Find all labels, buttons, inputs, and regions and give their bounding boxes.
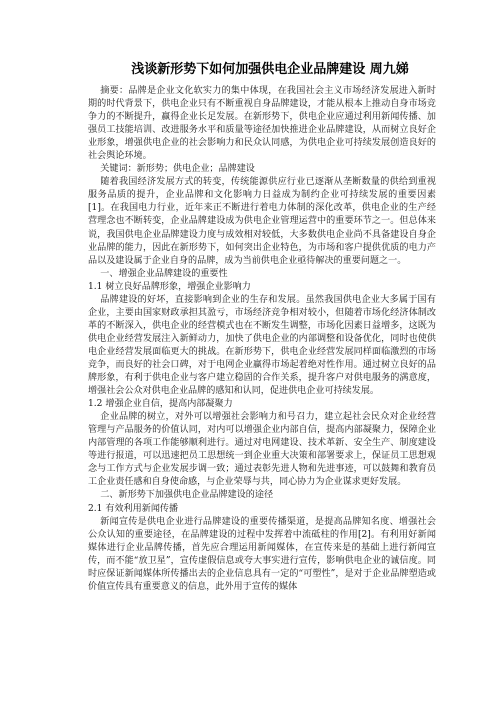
section-heading-1: 一、增强企业品牌建设的重要性 bbox=[100, 268, 228, 279]
document-body bbox=[88, 85, 436, 594]
intro-paragraph: 随着我国经济发展方式的转变，传统能源供应行业已逐渐从垄断数量的供给到重视服务品质的提升，企业品牌和文化影响力日益成为制约企业可持续发展的重要因素[1]。在我国电力行业，近年来正不断进行着电力体制的深化改革，供电企业的生产经营理念也不断转变，企业品牌建设成为供电企业管理运营中的重要环节之一。但总体来说，我国供电企业品牌建设力度与成效相对较低，大多数供电企业尚不具备建设自身企业品牌的能力，因此在新形势下，如何突出企业特色，为市场和客户提供优质的电力产品以及建设属于企业自身的品牌，成为当前供电企业亟待解决的重要问题之一。 bbox=[88, 177, 436, 266]
document-title: 浅谈新形势下如何加强供电企业品牌建设 周九娣 bbox=[131, 62, 409, 77]
paragraph-2-1: 新闻宣传是供电企业进行品牌建设的重要传播渠道，是提高品牌知名度、增强社会公众认知的重要途径，在品牌建设的过程中发挥着中流砥柱的作用[2]。有利用好新闻媒体进行企业品牌传播，首先应合理运用新闻媒体，在宣传来是的基础上进行新闻宣传，而不能“放卫星”，宣传虚假信息或夸大事实进行宣传，影响供电企业的诚信度。同时应保证新闻媒体所传播出去的企业信息具有一定的“可塑性”，是对于企业品牌塑造或价值宣传具有重要意义的信息，此外用于宣传的媒体 bbox=[88, 516, 436, 592]
paragraph-1-2: 企业品牌的树立，对外可以增强社会影响力和号召力，建立起社会民众对企业经营管理与产品服务的价值认同，对内可以增强企业内部自信，提高内部凝聚力，保障企业内部管理的各项工作能够顺利进行。通过对电网建设、技术革新、安全生产、制度建设等进行报道，可以迅速把员工思想统一到企业重大决策和部署要求上，保证员工思想观念与工作方式与企业发展步调一致；通过表彰先进人物和先进事迹，可以鼓舞和教育员工企业责任感和自身使命感，与企业荣辱与共，同心协力为企业谋求更好发展。 bbox=[88, 412, 436, 488]
subsection-heading-2-1: 2.1 有效利用新闻传播 bbox=[88, 503, 179, 514]
abstract-paragraph: 摘要：品牌是企业文化软实力的集中体现，在我国社会主义市场经济发展进入新时期的时代背景下，供电企业只有不断重视自身品牌建设，才能从根本上推动自身市场竞争力的不断提升，赢得企业长足发展。在新形势下，供电企业应通过利用新闻传播、加强员工技能培训、改进服务水平和质量等途径加快推进企业品牌建设，从而树立良好企业形象，增强供电企业的社会影响力和民众认同感，为供电企业可持续发展创造良好的社会舆论环境。 bbox=[88, 86, 436, 162]
section-heading-2: 二、新形势下加强供电企业品牌建设的途径 bbox=[100, 490, 274, 501]
subsection-heading-1-1: 1.1 树立良好品牌形象，增强企业影响力 bbox=[88, 281, 251, 292]
subsection-heading-1-2: 1.2 增强企业自信，提高内部凝聚力 bbox=[88, 399, 233, 410]
keywords-line: 关键词：新形势；供电企业；品牌建设 bbox=[100, 164, 255, 175]
paragraph-1-1: 品牌建设的好坏，直接影响到企业的生存和发展。虽然我国供电企业大多属于国有企业，主要由国家财政承担其盈亏，市场经济竞争相对较小，但随着市场化经济体制改革的不断深入，供电企业的经营模式也在不断发生调整，市场化因素日益增多，这既为供电企业经营发展注入新鲜动力，加快了供电企业的内部调整和设备优化，同时也使供电企业经营发展面临更大的挑战。在新形势下，供电企业经营发展同样面临激烈的市场竞争，而良好的社会口碑，对于电网企业赢得市场起着绝对性作用。通过树立良好的品牌形象，有利于供电企业与客户建立稳固的合作关系，提升客户对供电服务的满意度，增强社会公众对供电企业品牌的感知和认同，促进供电企业可持续发展。 bbox=[88, 294, 436, 397]
